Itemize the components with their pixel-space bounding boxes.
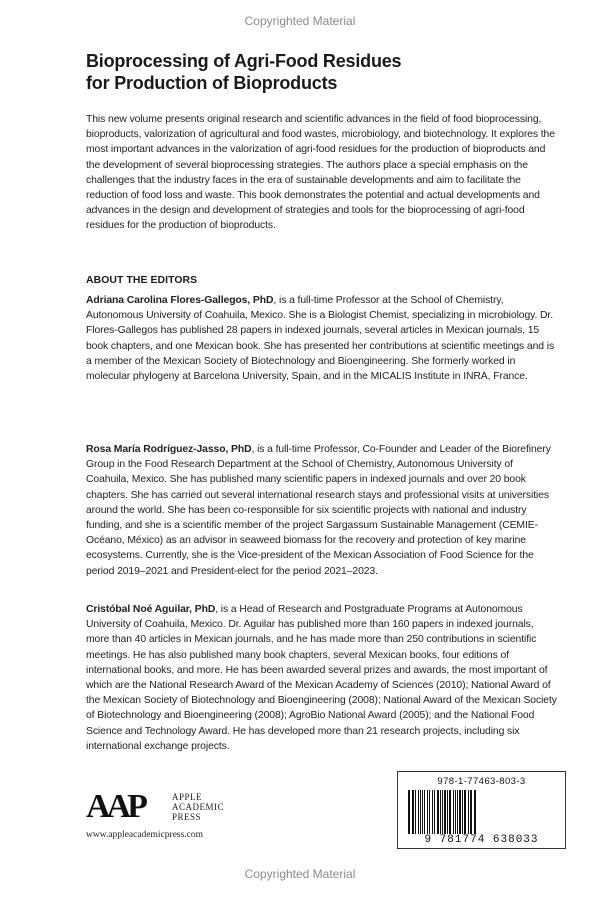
barcode-bar bbox=[474, 790, 476, 834]
publisher-logo-mark: AAP bbox=[86, 788, 144, 825]
barcode-bar bbox=[427, 790, 428, 834]
editor-bio-text-2: , is a full-time Professor, Co-Founder and Leader of the Biorefinery Group in the Food Research Department at the School of Chemistry, Autonomous University of Coahuila, Mexico. She has published many scientific papers in indexed journals and over 20 book chapters. She has carried out several international research stays and professional visits at universities around the world. She has been co-responsible for six scientific projects with national and industry funding, and she is a scientific member of the project Sargassum Sustainable Management (CEMIE-Océano, México) as an advisor in seaweed biomass for the recovery and protection of key marine ecosystems. Currently, she is the Vice-president of the Mexican Association of Food Science for the period 2019–2021 and President-elect for the period 2021–2023. bbox=[86, 444, 551, 577]
editor-name-1: Adriana Carolina Flores-Gallegos, PhD bbox=[86, 295, 274, 306]
barcode-bar bbox=[422, 790, 423, 834]
book-title-line-2: for Production of Bioproducts bbox=[86, 73, 338, 93]
barcode-bar bbox=[455, 790, 456, 834]
publisher-website: www.appleacademicpress.com bbox=[86, 830, 204, 840]
barcode-bar bbox=[420, 790, 421, 834]
barcode-bar bbox=[468, 790, 469, 834]
publisher-name-line-3: PRESS bbox=[172, 812, 202, 822]
publisher-name bbox=[172, 792, 224, 822]
barcode-bar bbox=[449, 790, 451, 834]
book-description: This new volume presents original research and scientific advances in the field of food bioprocessing, bioproducts, valorization of agricultural and food wastes, microbiology, and biotechnology. It explores the most important advances in the valorization of agri-food residues for the production of bioproducts and the development of several bioprocessing strategies. The authors place a special emphasis on the challenges that the industry faces in the era of sustainable developments and aim to facilitate the reduction of food loss and waste. This book demonstrates the potential and actual developments and advances in the design and development of strategies and tools for the bioprocessing of agri-food residues for the production of bioproducts. bbox=[86, 114, 555, 232]
barcode-bar bbox=[453, 790, 454, 834]
barcode-bar bbox=[418, 790, 419, 834]
barcode-bar bbox=[412, 790, 414, 834]
editor-name-2: Rosa María Rodríguez-Jasso, PhD bbox=[86, 444, 252, 455]
isbn-barcode-box bbox=[397, 771, 566, 849]
editors-heading: ABOUT THE EDITORS bbox=[86, 275, 198, 286]
editor-bio-text-1: , is a full-time Professor at the School of Chemistry, Autonomous University of Coahuila, Mexico. She is a Biologist Chemist, specializing in microbiology. Dr. Flores-Gallegos has published 28 papers in indexed journals, several articles in Mexican journals, 15 book chapters, and one Mexican book. She has presented her contributions at scientific meetings and is a member of the Mexican Society of Biotechnology and Bioengineering. She formerly worked in molecular phylogeny at Barcelona University, Spain, and in the MICALIS Institute in INRA, France. bbox=[86, 295, 555, 383]
barcode-bar bbox=[470, 790, 472, 834]
barcode-bar bbox=[415, 790, 416, 834]
copyright-watermark-bottom: Copyrighted Material bbox=[244, 867, 356, 881]
barcode-bar bbox=[434, 790, 435, 834]
barcode-bar bbox=[462, 790, 463, 834]
barcode-bar bbox=[432, 790, 433, 834]
publisher-name-line-2: ACADEMIC bbox=[172, 802, 225, 812]
copyright-watermark-top: Copyrighted Material bbox=[244, 14, 356, 28]
book-title bbox=[86, 50, 526, 94]
barcode-bar bbox=[424, 790, 425, 834]
barcode-bar bbox=[429, 790, 430, 834]
barcode-bar bbox=[442, 790, 443, 834]
editor-name-3: Cristóbal Noé Aguilar, PhD bbox=[86, 604, 216, 615]
editor-bio-text-3: , is a Head of Research and Postgraduate Programs at Autonomous University of Coahuila, Mexico. Dr. Aguilar has published more than 160 papers in indexed journals, more than 40 articles in Mexican journals, and he has made more than 250 contributions in scientific meetings. He has also published many book chapters, several Mexican books, four editions of international books, and more. He has been awarded several prizes and awards, the most important of which are the National Research Award of the Mexican Academy of Sciences (2010); National Award of the Mexican Society of Biotechnology and Bioengineering (2008); National Award of the Mexican Society of Biotechnology and Bioengineering (2008); AgroBio National Award (2005); and the National Food Science and Technology Award. He has developed more than 21 research projects, including six international exchange projects. bbox=[86, 604, 557, 752]
barcode-bar bbox=[459, 790, 461, 834]
publisher-name-line-1: APPLE bbox=[172, 792, 203, 802]
editor-bio-1 bbox=[86, 293, 558, 384]
barcode-bar bbox=[464, 790, 466, 834]
barcode-digits: 9 781774 638033 bbox=[424, 834, 539, 846]
editor-bio-3 bbox=[86, 602, 558, 754]
barcode-bar bbox=[444, 790, 446, 834]
isbn-number: 978-1-77463-803-3 bbox=[437, 776, 526, 787]
barcode-bar bbox=[408, 790, 410, 834]
barcode-icon bbox=[406, 790, 557, 834]
barcode-bar bbox=[440, 790, 441, 834]
publisher-logo bbox=[86, 786, 286, 834]
barcode-bar bbox=[457, 790, 458, 834]
book-title-line-1: Bioprocessing of Agri-Food Residues bbox=[86, 51, 402, 71]
editor-bio-2 bbox=[86, 442, 558, 579]
barcode-bar bbox=[437, 790, 439, 834]
barcode-bar bbox=[447, 790, 448, 834]
